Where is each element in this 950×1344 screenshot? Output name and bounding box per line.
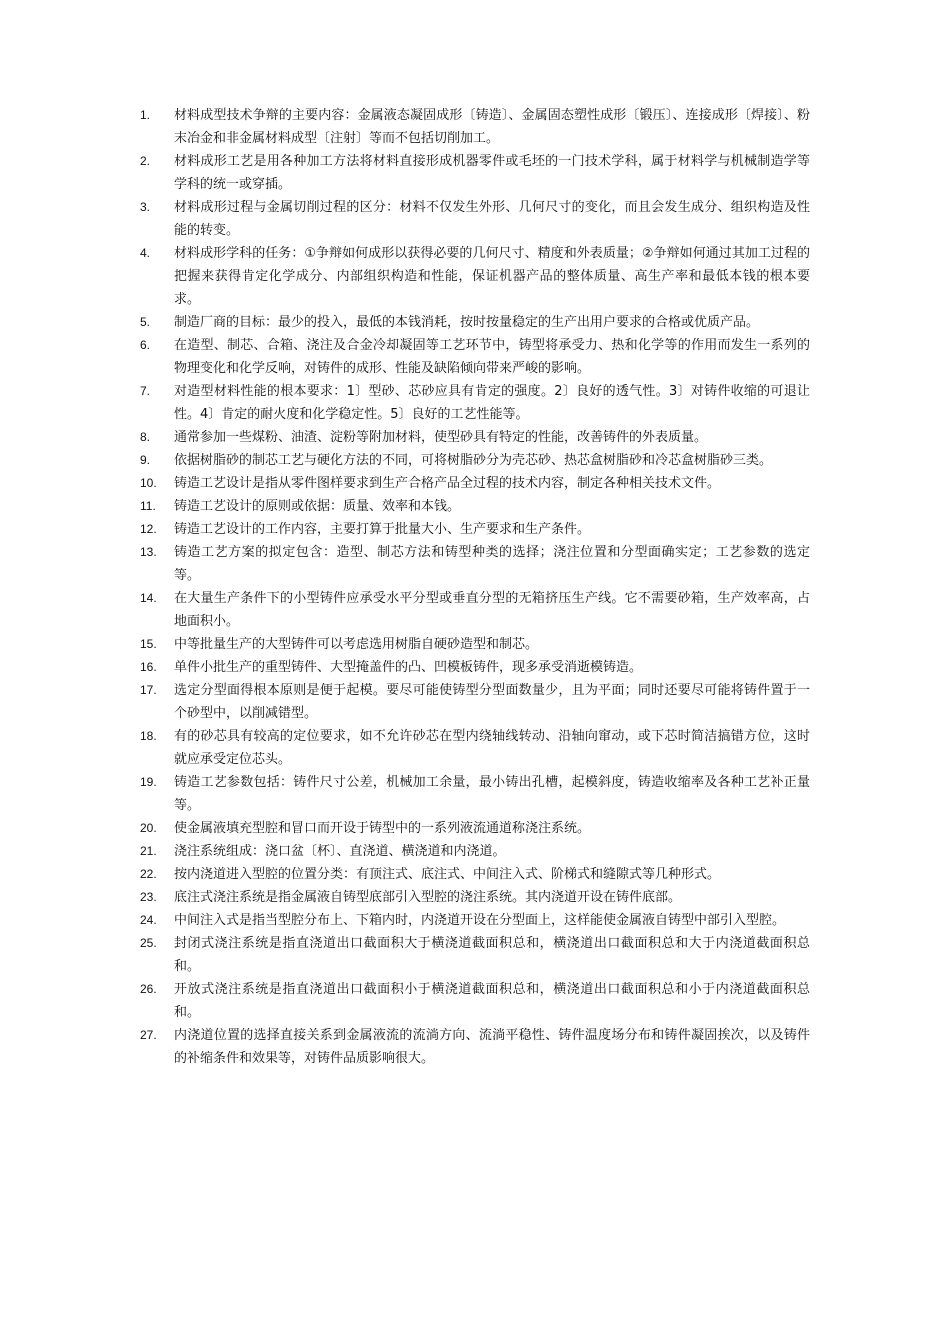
list-item-number: 21. bbox=[140, 844, 157, 858]
list-item bbox=[140, 541, 810, 587]
list-item-text: 铸造工艺设计的原则或依据：质量、效率和本钱。 bbox=[174, 499, 461, 514]
list-item-number: 19. bbox=[140, 775, 157, 789]
list-item-number: 13. bbox=[140, 545, 157, 559]
list-item-text: 铸造工艺方案的拟定包含：造型、制芯方法和铸型种类的选择；浇注位置和分型面确实定；工艺参数的选定等。 bbox=[174, 545, 810, 583]
list-item-number: 10. bbox=[140, 476, 157, 490]
list-item bbox=[140, 334, 810, 380]
list-item-number: 11. bbox=[140, 499, 156, 513]
list-item-number: 8. bbox=[140, 430, 151, 444]
list-item-text: 材料成型技术争辩的主要内容：金属液态凝固成形〔铸造〕、金属固态塑性成形〔锻压〕、连接成形〔焊接〕、粉末冶金和非金属材料成型〔注射〕等而不包括切削加工。 bbox=[174, 108, 810, 146]
list-item-text: 材料成形工艺是用各种加工方法将材料直接形成机器零件或毛坯的一门技术学科，属于材料学与机械制造学等学科的统一或穿插。 bbox=[174, 154, 810, 192]
list-item bbox=[140, 656, 810, 679]
list-item-text: 对造型材料性能的根本要求：1〕型砂、芯砂应具有肯定的强度。2〕良好的透气性。3〕对铸件收缩的可退让性。4〕肯定的耐火度和化学稳定性。5〕良好的工艺性能等。 bbox=[174, 384, 810, 422]
list-item bbox=[140, 679, 810, 725]
list-item-number: 1. bbox=[140, 108, 151, 122]
list-item-text: 底注式浇注系统是指金属液自铸型底部引入型腔的浇注系统。其内浇道开设在铸件底部。 bbox=[174, 890, 682, 905]
numbered-list bbox=[140, 104, 810, 1070]
list-item bbox=[140, 909, 810, 932]
list-item bbox=[140, 104, 810, 150]
list-item-number: 4. bbox=[140, 246, 151, 260]
list-item-text: 制造厂商的目标：最少的投入，最低的本钱消耗，按时按量稳定的生产出用户要求的合格或优质产品。 bbox=[174, 315, 760, 330]
list-item bbox=[140, 725, 810, 771]
list-item-number: 26. bbox=[140, 982, 157, 996]
list-item-text: 内浇道位置的选择直接关系到金属液流的流淌方向、流淌平稳性、铸件温度场分布和铸件凝固挨次，以及铸件的补缩条件和效果等，对铸件品质影响很大。 bbox=[174, 1028, 810, 1066]
list-item bbox=[140, 495, 810, 518]
list-item bbox=[140, 311, 810, 334]
list-item bbox=[140, 472, 810, 495]
list-item-number: 18. bbox=[140, 729, 157, 743]
list-item-text: 材料成形学科的任务：①争辩如何成形以获得必要的几何尺寸、精度和外表质量；②争辩如何通过其加工过程的把握来获得肯定化学成分、内部组织构造和性能，保证机器产品的整体质量、高生产率和最低本钱的根本要求。 bbox=[174, 246, 810, 307]
list-item-number: 9. bbox=[140, 453, 151, 467]
list-item-text: 材料成形过程与金属切削过程的区分：材料不仅发生外形、几何尺寸的变化，而且会发生成分、组织构造及性能的转变。 bbox=[174, 200, 810, 238]
list-item-number: 12. bbox=[140, 522, 157, 536]
list-item bbox=[140, 817, 810, 840]
list-item-number: 3. bbox=[140, 200, 151, 214]
list-item-text: 在大量生产条件下的小型铸件应承受水平分型或垂直分型的无箱挤压生产线。它不需要砂箱，生产效率高，占地面积小。 bbox=[174, 591, 810, 629]
list-item-number: 25. bbox=[140, 936, 157, 950]
list-item bbox=[140, 518, 810, 541]
list-item-text: 铸造工艺参数包括：铸件尺寸公差，机械加工余量，最小铸出孔槽，起模斜度，铸造收缩率及各种工艺补正量等。 bbox=[174, 775, 810, 813]
list-item bbox=[140, 978, 810, 1024]
list-item-text: 通常参加一些煤粉、油渣、淀粉等附加材料，使型砂具有特定的性能，改善铸件的外表质量。 bbox=[174, 430, 708, 445]
list-item-number: 27. bbox=[140, 1028, 157, 1042]
list-item-number: 2. bbox=[140, 154, 151, 168]
list-item bbox=[140, 886, 810, 909]
list-item-number: 6. bbox=[140, 338, 151, 352]
list-item bbox=[140, 1024, 810, 1070]
list-item bbox=[140, 242, 810, 311]
list-item bbox=[140, 380, 810, 426]
list-item-text: 开放式浇注系统是指直浇道出口截面积小于横浇道截面积总和，横浇道出口截面积总和小于内浇道截面积总和。 bbox=[174, 982, 810, 1020]
list-item bbox=[140, 150, 810, 196]
list-item-text: 使金属液填充型腔和冒口而开设于铸型中的一系列液流通道称浇注系统。 bbox=[174, 821, 591, 836]
list-item-text: 单件小批生产的重型铸件、大型掩盖件的凸、凹模板铸件，现多承受消逝模铸造。 bbox=[174, 660, 643, 675]
list-item-number: 20. bbox=[140, 821, 157, 835]
list-item-text: 封闭式浇注系统是指直浇道出口截面积大于横浇道截面积总和，横浇道出口截面积总和大于内浇道截面积总和。 bbox=[174, 936, 810, 974]
list-item-number: 14. bbox=[140, 591, 157, 605]
list-item bbox=[140, 449, 810, 472]
list-item-number: 7. bbox=[140, 384, 151, 398]
list-item-text: 依据树脂砂的制芯工艺与硬化方法的不同，可将树脂砂分为壳芯砂、热芯盒树脂砂和冷芯盒树脂砂三类。 bbox=[174, 453, 773, 468]
list-item-number: 15. bbox=[140, 637, 157, 651]
list-item bbox=[140, 426, 810, 449]
list-item-number: 5. bbox=[140, 315, 151, 329]
list-item-text: 铸造工艺设计是指从零件图样要求到生产合格产品全过程的技术内容，制定各种相关技术文件。 bbox=[174, 476, 721, 491]
list-item bbox=[140, 863, 810, 886]
list-item-text: 浇注系统组成：浇口盆〔杯〕、直浇道、横浇道和内浇道。 bbox=[174, 844, 506, 859]
list-item-number: 17. bbox=[140, 683, 157, 697]
list-item-text: 铸造工艺设计的工作内容，主要打算于批量大小、生产要求和生产条件。 bbox=[174, 522, 591, 537]
list-item-text: 中间注入式是指当型腔分布上、下箱内时，内浇道开设在分型面上，这样能使金属液自铸型中部引入型腔。 bbox=[174, 913, 786, 928]
list-item bbox=[140, 771, 810, 817]
list-item bbox=[140, 840, 810, 863]
list-item-text: 选定分型面得根本原则是便于起模。要尽可能使铸型分型面数量少，且为平面；同时还要尽可能将铸件置于一个砂型中，以削减错型。 bbox=[174, 683, 810, 721]
list-item-number: 22. bbox=[140, 867, 157, 881]
list-item-text: 有的砂芯具有较高的定位要求，如不允许砂芯在型内绕轴线转动、沿轴向窜动，或下芯时简洁搞错方位，这时就应承受定位芯头。 bbox=[174, 729, 810, 767]
list-item bbox=[140, 196, 810, 242]
list-item-text: 在造型、制芯、合箱、浇注及合金冷却凝固等工艺环节中，铸型将承受力、热和化学等的作用而发生一系列的物理变化和化学反响，对铸件的成形、性能及缺陷倾向带来严峻的影响。 bbox=[174, 338, 810, 376]
list-item-text: 中等批量生产的大型铸件可以考虑选用树脂自硬砂造型和制芯。 bbox=[174, 637, 539, 652]
list-item-number: 24. bbox=[140, 913, 157, 927]
list-item-text: 按内浇道进入型腔的位置分类：有顶注式、底注式、中间注入式、阶梯式和缝隙式等几种形式。 bbox=[174, 867, 721, 882]
list-item bbox=[140, 932, 810, 978]
list-item bbox=[140, 633, 810, 656]
list-item bbox=[140, 587, 810, 633]
list-item-number: 23. bbox=[140, 890, 157, 904]
list-item-number: 16. bbox=[140, 660, 157, 674]
